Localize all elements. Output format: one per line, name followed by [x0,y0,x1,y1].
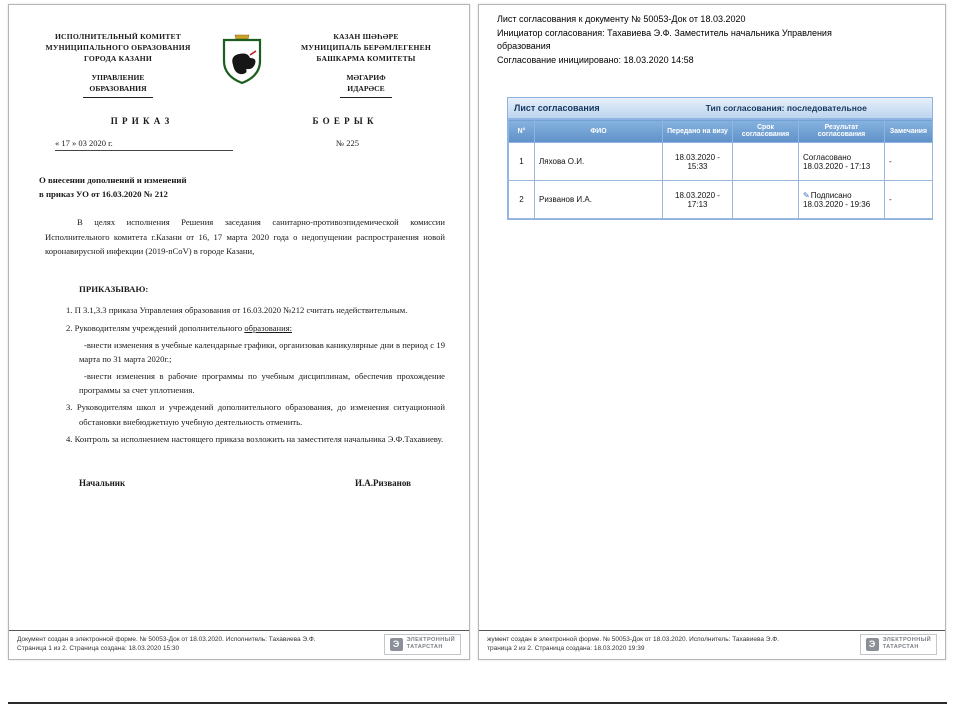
item-text: Контроль за исполнением настоящего приказа возложить на заместителя начальника Э.Ф.Тахавиеву. [74,433,444,444]
kazan-coat-of-arms-icon [219,33,265,87]
footer-line-2: траница 2 из 2. Страница создана: 18.03.2020 19:39 [487,645,645,653]
table-row [509,143,933,181]
date-number-row [39,138,445,151]
electronic-tatarstan-logo [860,634,937,655]
order-label-row [39,116,445,126]
order-item-2-sub-2: -внести изменения в рабочие программы по учебным дисциплинам, обеспечив прохождение программы за счет уплотнения. [79,371,445,396]
page-1-footer [9,630,469,659]
cell-term [733,143,799,181]
signer-name: И.А.Ризванов [355,477,411,488]
footer-meta [17,635,316,655]
footer-line-1: Документ создан в электронной форме. № 50053-Док от 18.03.2020. Исполнитель: Тахавиева Э.Ф. [17,635,316,643]
electronic-tatarstan-icon: Э [390,638,403,651]
order-item-4 [39,432,445,446]
cell-notes: - [885,181,933,219]
item-text-underlined: образования: [244,322,293,333]
col-result: Результат согласования [799,120,885,143]
letterhead-right [287,31,445,98]
item-text: Руководителям учреждений дополнительного [74,322,243,333]
page-2-approval-sheet [478,4,946,660]
approval-header [497,13,931,67]
org-line: МУНИЦИПАЛЬНОГО ОБРАЗОВАНИЯ [45,43,191,52]
order-preamble: В целях исполнения Решения заседания санитарно-противоэпидемической комиссии Исполнительного комитета г.Казани от 16, 17 марта 2020 года о недопущении распространения новой коронавирусной инфекции (2019-nCoV) в городе Казани, [45,217,445,256]
page-1-order [8,4,470,660]
order-item-3 [39,400,445,428]
order-label-tat: Б О Е Р Ы К [312,116,375,126]
org-line: МУНИЦИПАЛЬ БЕРӘМЛЕГЕНЕН [301,43,431,52]
col-sent: Передано на визу [663,120,733,143]
approval-type: Тип согласования: последовательное [705,103,867,113]
order-label-ru: П Р И К А З [110,116,171,126]
approval-started: Согласование инициировано: 18.03.2020 14:58 [497,54,694,65]
col-notes: Замечания [885,120,933,143]
result-text: Подписано 18.03.2020 - 19:36 [803,190,871,209]
cell-result: Согласовано 18.03.2020 - 17:13 [799,143,885,181]
logo-text: ЭЛЕКТРОННЫЙ ТАТАРСТАН [406,636,455,651]
approval-grid [508,119,933,219]
approval-doc-ref: Лист согласования к документу № 50053-Док от 18.03.2020 [497,14,746,24]
table-header-row [509,120,933,143]
approval-initiator: Инициатор согласования: Тахавиева Э.Ф. Заместитель начальника Управления образования [497,27,832,51]
electronic-tatarstan-icon: Э [866,638,879,651]
org-line: ИСПОЛНИТЕЛЬНЫЙ КОМИТЕТ [54,32,182,41]
cell-result [799,181,885,219]
order-title-line: в приказ УО от 16.03.2020 № 212 [39,189,168,200]
dept-name-ru [83,72,152,98]
electronic-tatarstan-logo [384,634,461,655]
cell-term [733,181,799,219]
item-number: 1. [66,305,73,316]
logo-text: ЭЛЕКТРОННЫЙ ТАТАРСТАН [882,636,931,651]
org-line: КАЗАН ШӘҺӘРЕ [333,32,399,41]
dept-line: МӘГАРИФ [346,73,386,82]
dept-line: ИДАРӘСЕ [347,84,385,93]
org-line: БАШКАРМА КОМИТЕТЫ [316,54,416,63]
order-number: № 225 [336,138,359,148]
order-item-2 [39,321,445,335]
dept-name-tat [340,72,391,98]
page-1-content [9,5,469,488]
prikaz-keyword: ПРИКАЗЫВАЮ: [79,284,149,295]
cell-num: 1 [509,143,535,181]
approval-table-titlebar [508,98,932,119]
order-item-1 [39,303,445,317]
item-number: 3. [66,402,73,413]
org-line: ГОРОДА КАЗАНИ [84,54,152,63]
bottom-divider [8,702,947,704]
order-items [39,303,445,446]
table-title: Лист согласования [514,103,600,113]
cell-sent: 18.03.2020 - 17:13 [663,181,733,219]
signer-position: Начальник [79,477,126,488]
cell-fio: Ризванов И.А. [535,181,663,219]
cell-sent: 18.03.2020 - 15:33 [663,143,733,181]
col-term: Срок согласования [733,120,799,143]
item-number: 2. [66,322,73,333]
order-item-2-sub-1: -внести изменения в учебные календарные графики, организовав каникулярные дни в период с 19 марта по 31 марта 2020г.; [79,339,445,364]
cell-fio: Ляхова О.И. [535,143,663,181]
item-text: П 3.1,3.3 приказа Управления образования от 16.03.2020 №212 считать недействительным. [74,305,408,316]
col-num: N° [509,120,535,143]
footer-line-1: жумент создан в электронной форме. № 50053-Док от 18.03.2020. Исполнитель: Тахавиева Э.Ф. [487,635,780,643]
letterhead-left [39,31,197,98]
col-fio: ФИО [535,120,663,143]
table-row [509,181,933,219]
signed-icon: ✎ [803,190,810,200]
approval-table [507,97,933,220]
item-text: Руководителям школ и учреждений дополнительного образования, до изменения ситуационной обстановки внебюджетную учебную деятельность отменить. [76,402,445,427]
page-2-footer [479,630,945,659]
dept-line: ОБРАЗОВАНИЯ [89,84,147,93]
order-title [39,173,445,201]
signature-row [39,478,445,488]
order-date: « 17 » 03 2020 г. [39,138,250,151]
letterhead [39,31,445,98]
page-2-content [479,5,945,220]
footer-line-2: Страница 1 из 2. Страница создана: 18.03.2020 15:30 [17,645,180,653]
cell-notes: - [885,143,933,181]
item-number: 4. [66,433,73,444]
order-title-line: О внесении дополнений и изменений [39,175,187,185]
org-name-tat [287,31,445,64]
footer-meta [487,635,779,655]
cell-num: 2 [509,181,535,219]
org-name-ru [39,31,197,64]
dept-line: УПРАВЛЕНИЕ [91,73,145,82]
